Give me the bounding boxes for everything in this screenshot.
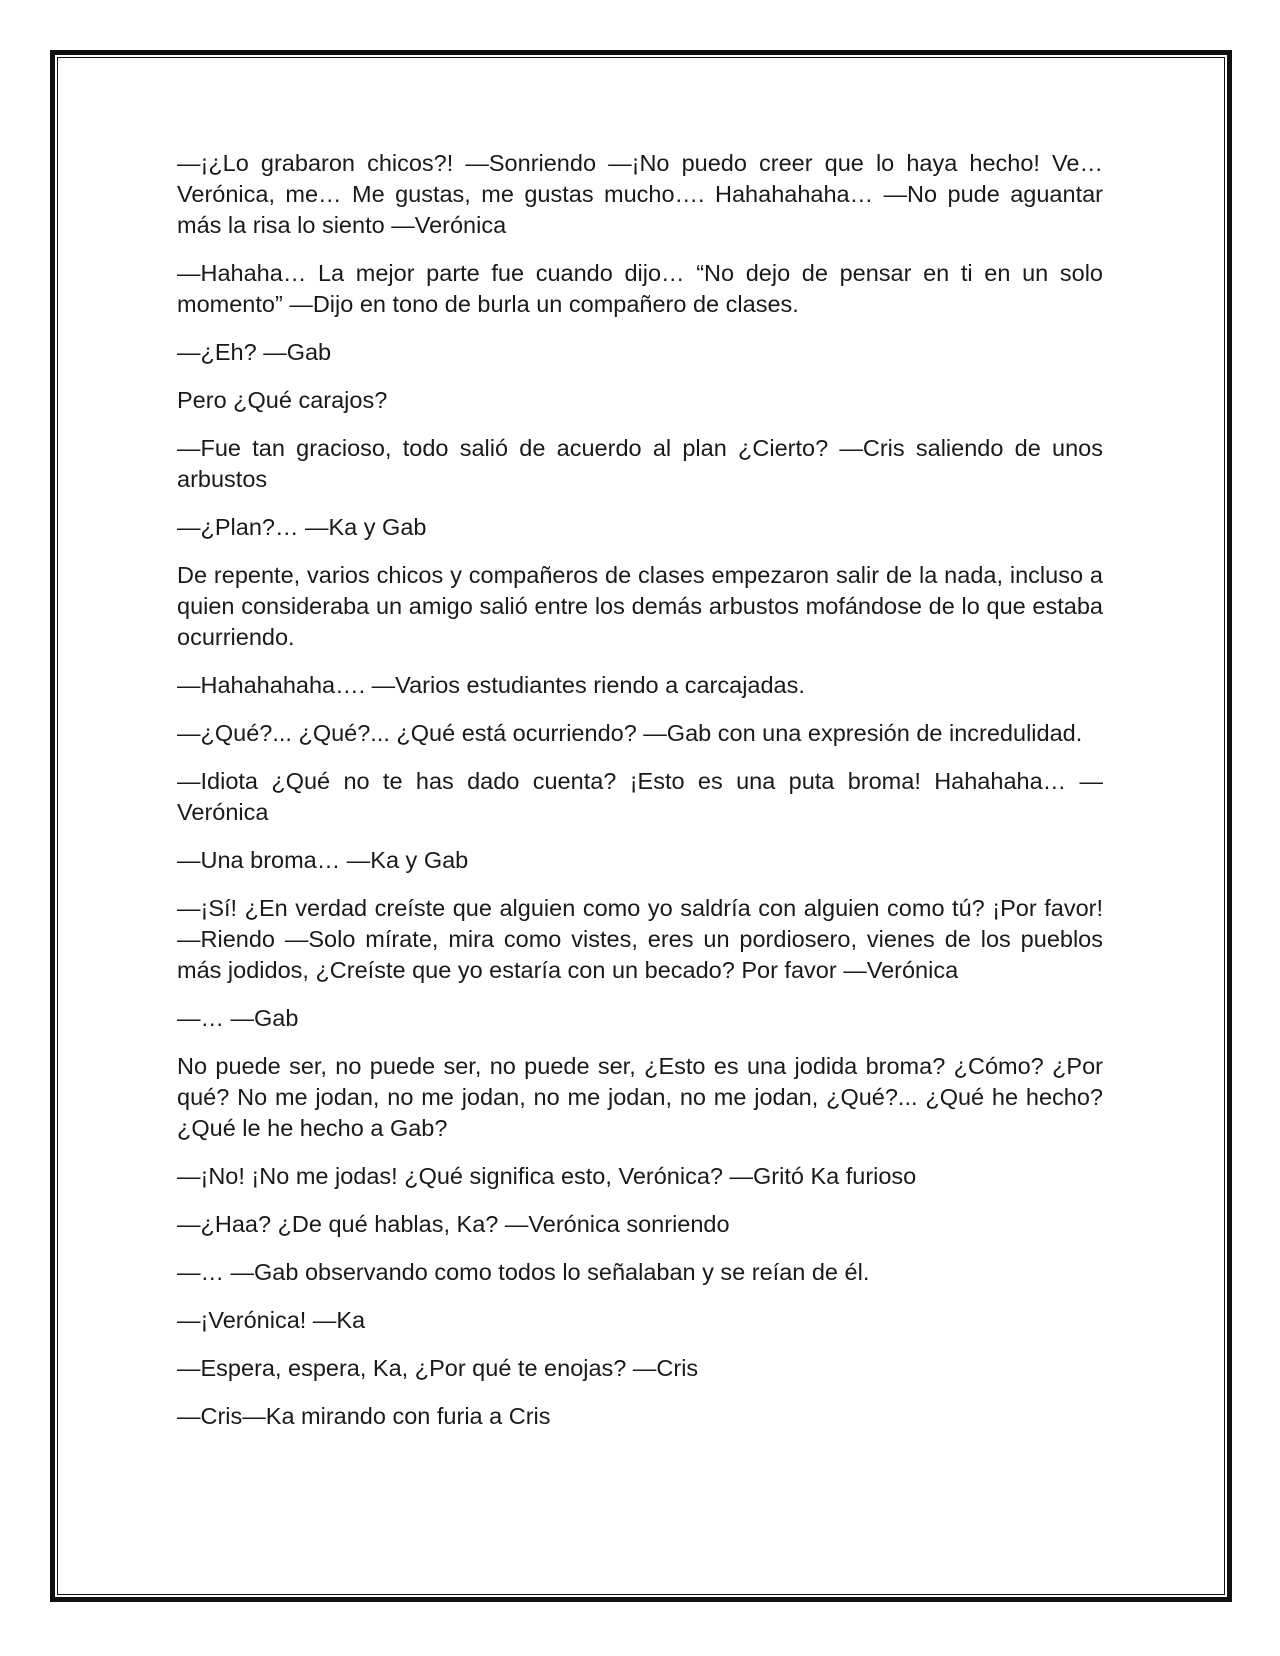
paragraph: Pero ¿Qué carajos? <box>177 387 388 413</box>
paragraph: —¡Verónica! —Ka <box>177 1307 366 1333</box>
paragraph: —¡Sí! ¿En verdad creíste que alguien como yo saldría con alguien como tú? ¡Por favor! —Riendo —Solo mírate, mira como vistes, eres un pordiosero, vienes de los pueblos más jodidos, ¿Creíste que yo estaría con un becado? Por favor —Verónica <box>177 895 1103 983</box>
paragraph: —¿Eh? —Gab <box>177 339 332 365</box>
paragraph: —¿Haa? ¿De qué hablas, Ka? —Verónica sonriendo <box>177 1211 730 1237</box>
paragraph: De repente, varios chicos y compañeros de clases empezaron salir de la nada, incluso a quien consideraba un amigo salió entre los demás arbustos mofándose de lo que estaba ocurriendo. <box>177 562 1103 650</box>
paragraph: —Hahaha… La mejor parte fue cuando dijo… “No dejo de pensar en ti en un solo momento” —Dijo en tono de burla un compañero de clases. <box>177 260 1103 317</box>
paragraph: —¿Qué?... ¿Qué?... ¿Qué está ocurriendo? —Gab con una expresión de incredulidad. <box>177 720 1083 746</box>
paragraph: —Fue tan gracioso, todo salió de acuerdo al plan ¿Cierto? —Cris saliendo de unos arbustos <box>177 435 1103 492</box>
paragraph: No puede ser, no puede ser, no puede ser, ¿Esto es una jodida broma? ¿Cómo? ¿Por qué? No me jodan, no me jodan, no me jodan, no me jodan, ¿Qué?... ¿Qué he hecho? ¿Qué le he hecho a Gab? <box>177 1053 1103 1141</box>
paragraph: —¡No! ¡No me jodas! ¿Qué significa esto, Verónica? —Gritó Ka furioso <box>177 1163 917 1189</box>
paragraph: —Hahahahaha…. —Varios estudiantes riendo a carcajadas. <box>177 672 805 698</box>
paragraph: —Idiota ¿Qué no te has dado cuenta? ¡Esto es una puta broma! Hahahaha… —Verónica <box>177 768 1103 825</box>
paragraph: —… —Gab observando como todos lo señalaban y se reían de él. <box>177 1259 870 1285</box>
paragraph: —¡¿Lo grabaron chicos?! —Sonriendo —¡No puedo creer que lo haya hecho! Ve… Verónica, me… Me gustas, me gustas mucho…. Hahahahaha… —No pude aguantar más la risa lo siento —Verónica <box>177 150 1103 238</box>
paragraph: —Una broma… —Ka y Gab <box>177 847 469 873</box>
document-body <box>177 148 1103 1449</box>
paragraph: —Espera, espera, Ka, ¿Por qué te enojas? —Cris <box>177 1355 699 1381</box>
paragraph: —Cris—Ka mirando con furia a Cris <box>177 1403 551 1429</box>
paragraph: —… —Gab <box>177 1005 299 1031</box>
paragraph: —¿Plan?… —Ka y Gab <box>177 514 427 540</box>
